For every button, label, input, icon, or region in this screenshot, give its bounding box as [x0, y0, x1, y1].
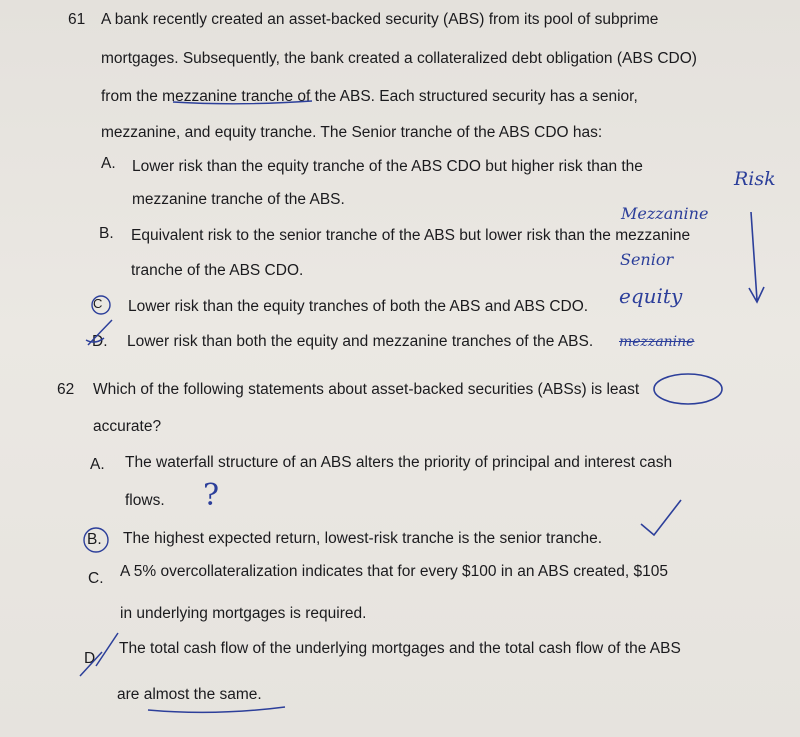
q61-option-a-line-1: Lower risk than the equity tranche of the ABS CDO but higher risk than the [132, 158, 643, 175]
q61-number: 61 [68, 11, 86, 28]
q62-option-b-letter: B. [87, 531, 102, 548]
circle-option-c [92, 296, 110, 314]
cross-option-d-q62 [80, 633, 118, 676]
cross-option-d-q61 [86, 320, 112, 345]
q62-option-a-line-2: flows. [125, 492, 165, 509]
q62-option-b-line-1: The highest expected return, lowest-risk tranche is the senior tranche. [123, 530, 603, 547]
q62-stem-line-1: Which of the following statements about asset-backed securities (ABSs) is least [93, 381, 640, 398]
handwritten-senior: Senior [620, 250, 674, 269]
q61-option-b-line-2: tranche of the ABS CDO. [131, 262, 304, 279]
q61-stem-line-4: mezzanine, and equity tranche. The Senior tranche of the ABS CDO has: [101, 124, 603, 141]
q61-option-d-letter: D. [92, 333, 108, 350]
q61-stem-line-1: A bank recently created an asset-backed security (ABS) from its pool of subprime [101, 11, 659, 28]
q62-number: 62 [57, 381, 75, 398]
q61-option-d-line-1: Lower risk than both the equity and mezzanine tranches of the ABS. [127, 333, 594, 350]
q62-option-a-line-1: The waterfall structure of an ABS alters the priority of principal and interest cash [125, 454, 673, 471]
q61-option-a-line-2: mezzanine tranche of the ABS. [132, 191, 345, 208]
q62-option-c-letter: C. [88, 570, 104, 587]
q61-option-b-letter: B. [99, 225, 114, 242]
circle-least [654, 374, 722, 404]
handwritten-risk: Risk [734, 168, 776, 190]
q61-stem-line-3: from the mezzanine tranche of the ABS. Each structured security has a senior, [101, 88, 638, 105]
underline-almost-same [148, 707, 285, 712]
q61-stem-line-2: mortgages. Subsequently, the bank created a collateralized debt obligation (ABS CDO) [101, 50, 697, 67]
q62-option-a-letter: A. [90, 456, 105, 473]
q61-option-c-line-1: Lower risk than the equity tranches of both the ABS and ABS CDO. [128, 298, 589, 315]
q61-option-b-line-1: Equivalent risk to the senior tranche of the ABS but lower risk than the mezzanine [131, 227, 691, 244]
q62-option-d-line-1: The total cash flow of the underlying mortgages and the total cash flow of the ABS [119, 640, 681, 657]
q62-option-c-line-2: in underlying mortgages is required. [120, 605, 367, 622]
q62-stem-line-2: accurate? [93, 418, 162, 435]
underline-mezzanine-tranche [173, 101, 312, 104]
handwritten-mezzanine: Mezzanine [621, 204, 709, 223]
q62-option-d-line-2: are almost the same. [117, 686, 262, 703]
q61-option-c-letter: C [93, 296, 103, 311]
check-mark [641, 500, 681, 535]
risk-arrow [749, 212, 764, 302]
handwritten-question-mark: ? [203, 478, 220, 513]
handwritten-struck-mezzanine: mezzanine [619, 334, 695, 350]
circle-option-b-q62 [84, 528, 108, 552]
q62-option-c-line-1: A 5% overcollateralization indicates that for every $100 in an ABS created, $105 [120, 563, 669, 580]
q62-option-d-letter: D [84, 650, 96, 667]
handwritten-equity: equity [619, 284, 683, 308]
q61-option-a-letter: A. [101, 155, 116, 172]
